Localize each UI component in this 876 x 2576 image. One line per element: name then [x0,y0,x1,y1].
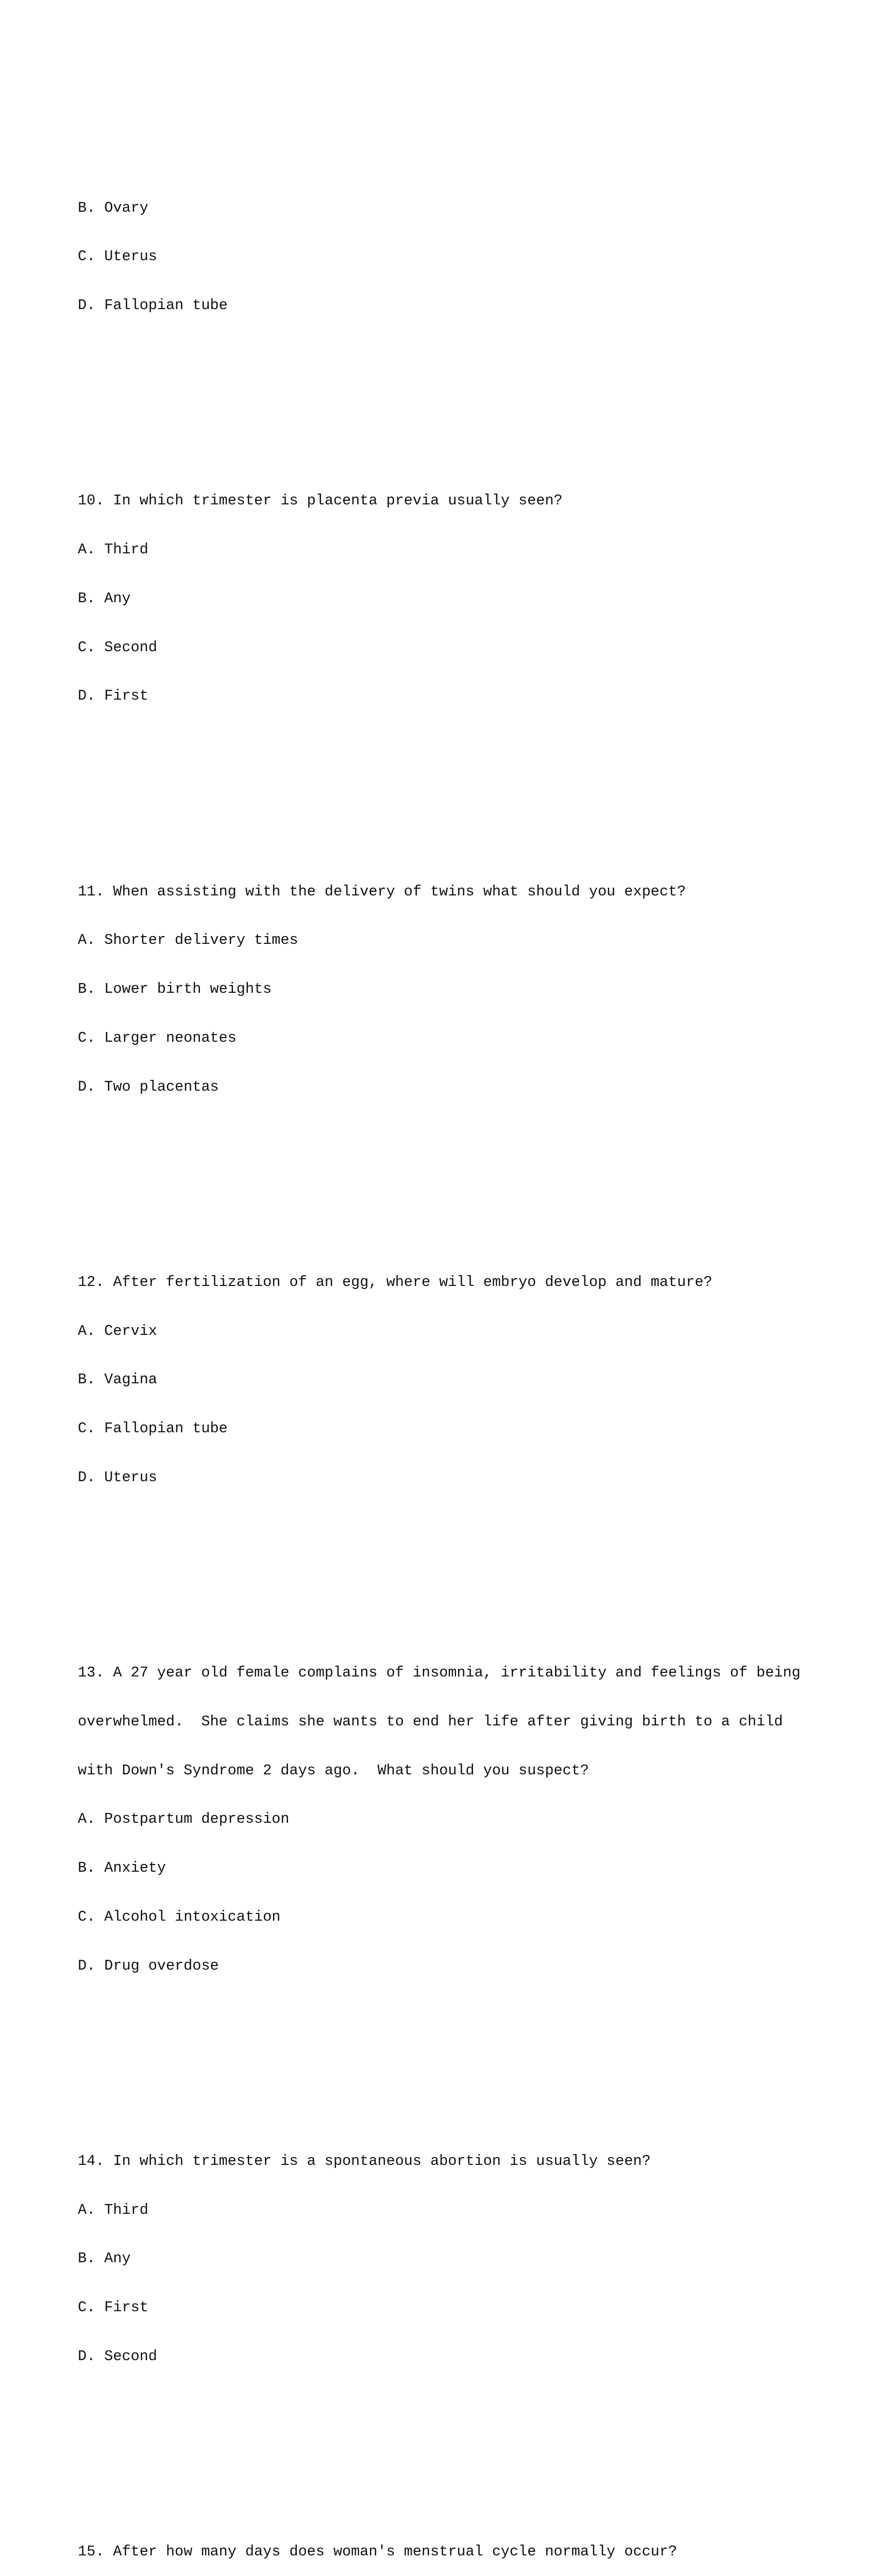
option-line: D. Fallopian tube [78,297,228,314]
option-line: B. Lower birth weights [78,980,272,998]
spacer [78,379,830,395]
question-stem: 15. After how many days does woman's menstrual cycle normally occur? [78,2543,677,2561]
option-line: A. Cervix [78,1322,157,1340]
option-line: C. First [78,2299,148,2316]
question-stem: with Down's Syndrome 2 days ago. What should you suspect? [78,1761,589,1779]
option-line: D. First [78,687,148,705]
spacer [78,769,830,786]
option-line: C. Second [78,638,157,656]
option-line: D. Two placentas [78,1078,219,1095]
option-line: B. Any [78,2250,131,2267]
option-line: A. Shorter delivery times [78,931,298,949]
option-line: B. Anxiety [78,1859,166,1877]
spacer [78,2039,830,2056]
option-line: D. Second [78,2347,157,2365]
spacer [78,2430,830,2446]
question-stem: 13. A 27 year old female complains of insomnia, irritability and feelings of being [78,1664,801,1681]
question-10 [78,460,830,737]
option-line: B. Any [78,589,131,607]
option-line: C. Uterus [78,248,157,265]
question-stem: 11. When assisting with the delivery of twins what should you expect? [78,883,686,900]
option-line: C. Larger neonates [78,1029,237,1046]
question-14 [78,2121,830,2397]
question-stem: overwhelmed. She claims she wants to end her life after giving birth to a child [78,1713,783,1730]
question-12 [78,1242,830,1518]
question-stem: 14. In which trimester is a spontaneous abortion is usually seen? [78,2152,651,2170]
option-line: C. Alcohol intoxication [78,1908,281,1925]
question-stem: 10. In which trimester is placenta previa usually seen? [78,492,563,510]
document-page [78,102,830,2576]
question-11 [78,851,830,1127]
option-line: B. Vagina [78,1371,157,1388]
option-line: A. Third [78,2201,148,2218]
question-13 [78,1632,830,2007]
option-line: B. Ovary [78,199,148,216]
option-line: A. Postpartum depression [78,1810,290,1828]
option-line: C. Fallopian tube [78,1420,228,1437]
option-line: D. Drug overdose [78,1957,219,1974]
spacer [78,1160,830,1177]
question-9-continued-options [78,167,830,346]
spacer [78,1551,830,1567]
option-line: D. Uterus [78,1468,157,1486]
question-15 [78,2511,830,2576]
question-stem: 12. After fertilization of an egg, where will embryo develop and mature? [78,1273,713,1291]
option-line: A. Third [78,541,148,558]
